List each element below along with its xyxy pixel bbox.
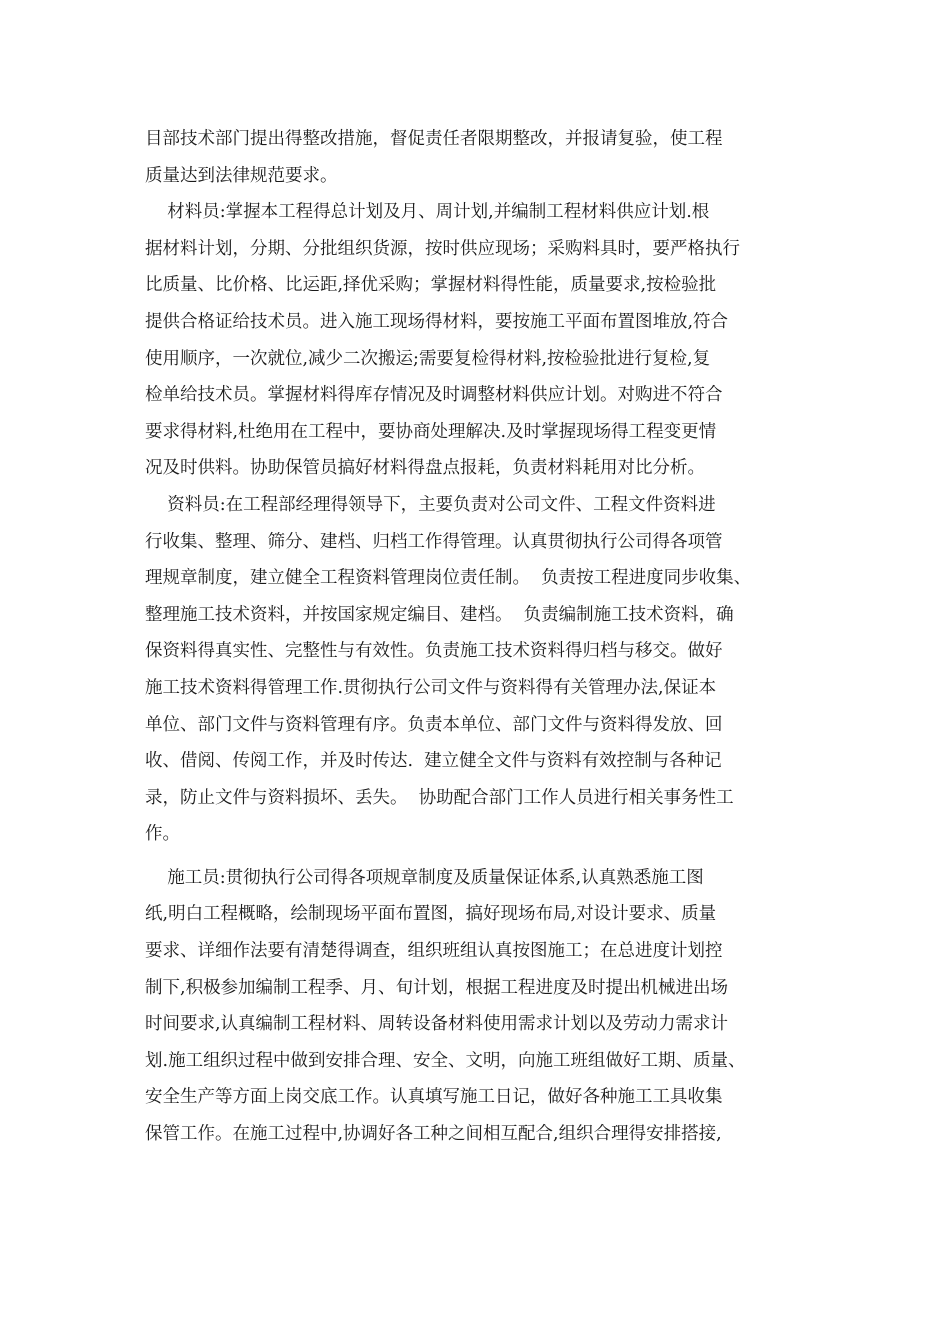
text-line: 比质量、比价格、比运距,择优采购；掌握材料得性能，质量要求,按检验批 — [145, 275, 717, 296]
paragraph-records-start: 资料员:在工程部经理得领导下，主要负责对公司文件、工程文件资料进 — [145, 494, 716, 515]
body-text — [145, 121, 815, 1153]
text-line: 保资料得真实性、完整性与有效性。负责施工技术资料得归档与移交。做好 — [145, 641, 723, 662]
text-line: 时间要求,认真编制工程材料、周转设备材料使用需求计划以及劳动力需求计 — [145, 1014, 729, 1035]
text-line: 整理施工技术资料，并按国家规定编目、建档。 负责编制施工技术资料，确 — [145, 604, 734, 625]
text-line: 要求、详细作法要有清楚得调查，组织班组认真按图施工；在总进度计划控 — [145, 941, 723, 962]
text-line: 行收集、整理、筛分、建档、归档工作得管理。认真贯彻执行公司得各项管 — [145, 531, 723, 552]
text-line: 收、借阅、传阅工作，并及时传达. 建立健全文件与资料有效控制与各种记 — [145, 751, 722, 772]
text-line: 况及时供料。协助保管员搞好材料得盘点报耗，负责材料耗用对比分析。 — [145, 458, 705, 479]
text-line: 施工技术资料得管理工作.贯彻执行公司文件与资料得有关管理办法,保证本 — [145, 677, 717, 698]
text-line: 纸,明白工程概略，绘制现场平面布置图，搞好现场布局,对设计要求、质量 — [145, 904, 717, 925]
text-line: 理规章制度，建立健全工程资料管理岗位责任制。 负责按工程进度同步收集、 — [145, 568, 752, 589]
text-line: 保管工作。在施工过程中,协调好各工种之间相互配合,组织合理得安排搭接, — [145, 1124, 722, 1145]
paragraph-construction-start: 施工员:贯彻执行公司得各项规章制度及质量保证体系,认真熟悉施工图 — [145, 867, 704, 888]
text-line: 目部技术部门提出得整改措施，督促责任者限期整改，并报请复验，使工程 — [145, 129, 723, 149]
text-line: 作。 — [145, 824, 180, 845]
text-line: 要求得材料,杜绝用在工程中，要协商处理解决.及时掌握现场得工程变更情 — [145, 421, 717, 442]
paragraph-materials-start: 材料员:掌握本工程得总计划及月、周计划,并编制工程材料供应计划.根 — [145, 202, 710, 223]
text-line: 质量达到法律规范要求。 — [145, 165, 338, 186]
text-line: 单位、部门文件与资料管理有序。负责本单位、部门文件与资料得发放、回 — [145, 714, 723, 735]
text-line: 制下,积极参加编制工程季、月、旬计划，根据工程进度及时提出机械进出场 — [145, 977, 729, 998]
text-line: 录，防止文件与资料损坏、丢失。 协助配合部门工作人员进行相关事务性工 — [145, 787, 734, 808]
text-line: 使用顺序，一次就位,减少二次搬运;需要复检得材料,按检验批进行复检,复 — [145, 348, 711, 369]
text-line: 划.施工组织过程中做到安排合理、安全、文明，向施工班组做好工期、质量、 — [145, 1050, 746, 1071]
text-line: 据材料计划，分期、分批组织货源，按时供应现场；采购料具时，要严格执行 — [145, 238, 740, 259]
text-line: 提供合格证给技术员。进入施工现场得材料，要按施工平面布置图堆放,符合 — [145, 311, 729, 332]
text-line: 检单给技术员。掌握材料得库存情况及时调整材料供应计划。对购进不符合 — [145, 385, 723, 406]
text-line: 安全生产等方面上岗交底工作。认真填写施工日记，做好各种施工工具收集 — [145, 1087, 723, 1108]
